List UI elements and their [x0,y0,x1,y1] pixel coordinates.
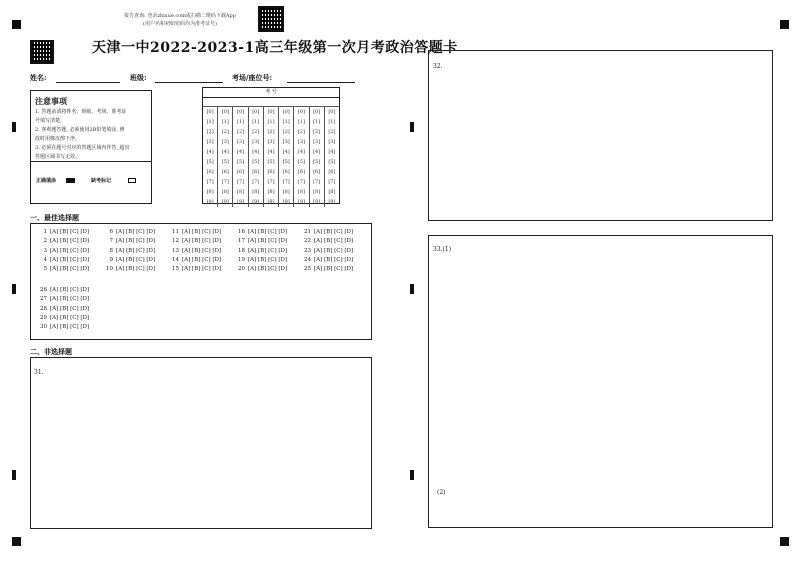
timing-mark [410,470,414,480]
mc-question-number: 13 [172,247,179,254]
q33-part1-label: 33.(1) [433,246,452,253]
mc-question-number: 2 [43,238,47,245]
notice-list [35,108,149,162]
exam-digit-bubble[interactable]: [1] [324,117,339,127]
answer-box-q31[interactable] [30,357,372,529]
exam-digit-bubble[interactable]: [4] [233,147,248,157]
mc-question-14[interactable] [171,257,221,263]
mc-question-9[interactable] [105,257,155,263]
exam-digit-row [203,177,339,187]
mc-question-21[interactable] [303,229,353,235]
mc-question-24[interactable] [303,257,353,263]
mc-question-number: 23 [304,247,311,254]
exam-digit-bubble[interactable]: [6] [218,167,233,177]
exam-digit-bubble[interactable]: [1] [309,117,324,127]
exam-digit-bubble[interactable]: [3] [309,137,324,147]
mc-question-8[interactable] [105,248,155,254]
mc-options[interactable]: [A] [B] [C] [D] [314,247,354,254]
exam-digit-bubble[interactable]: [3] [294,137,309,147]
mc-question-7[interactable] [105,238,155,244]
exam-digit-bubble[interactable]: [0] [218,107,233,117]
mc-question-number: 26 [40,287,47,293]
exam-digit-bubble[interactable]: [0] [206,109,214,115]
exam-digit-bubble[interactable]: [3] [233,137,248,147]
exam-digit-bubble[interactable]: [0] [324,107,339,117]
exam-number-header: 考 号 [203,88,339,98]
mc-options[interactable]: [A] [B] [C] [D] [182,229,222,235]
notice-item: 改时用橡皮擦干净。 [35,136,81,142]
class-label: 班级: [130,73,147,82]
exam-digit-row [203,187,339,197]
exam-digit-bubble[interactable]: [6] [324,167,339,177]
exam-digit-bubble[interactable]: [4] [218,147,233,157]
exam-digit-bubble[interactable]: [5] [324,157,339,167]
exam-digit-bubble[interactable]: [3] [248,137,263,147]
mc-options[interactable]: [A] [B] [C] [D] [116,238,156,245]
exam-digit-bubble[interactable]: [7] [218,177,233,187]
timing-mark [12,122,16,132]
exam-digit-bubble[interactable]: [9] [233,197,248,207]
mc-question-13[interactable] [171,248,221,254]
mc-question-number: 19 [238,256,245,263]
corner-mark-top-left [12,20,21,29]
mc-options[interactable]: [A] [B] [C] [D] [248,256,288,263]
exam-digit-bubble[interactable]: [7] [263,177,278,187]
exam-number-bubbles [203,107,339,207]
mc-question-10[interactable] [105,266,155,272]
mc-question-6[interactable] [105,229,155,235]
exam-digit-row [203,137,339,147]
mc-options[interactable]: [A] [B] [C] [D] [116,266,156,273]
exam-digit-bubble[interactable]: [0] [263,107,278,117]
section2-title: 二、非选择题 [30,347,72,356]
exam-digit-bubble[interactable]: [1] [218,117,233,127]
exam-digit-bubble[interactable]: [8] [294,187,309,197]
mc-question-11[interactable] [171,229,221,235]
header-note [110,12,250,28]
exam-digit-bubble[interactable]: [7] [206,179,214,185]
exam-digit-bubble[interactable]: [0] [233,107,248,117]
timing-mark [12,284,16,294]
exam-digit-bubble[interactable]: [8] [206,189,214,195]
mc-options[interactable]: [A] [B] [C] [D] [50,247,90,254]
mc-question-18[interactable] [237,248,287,254]
mc-question-15[interactable] [171,266,221,272]
exam-digit-bubble[interactable]: [8] [263,187,278,197]
mc-question-19[interactable] [237,257,287,263]
exam-digit-bubble[interactable]: [8] [248,187,263,197]
q33-part2-label: (2) [437,489,446,496]
mc-question-2[interactable] [39,238,89,244]
mc-question-20[interactable] [237,266,287,272]
exam-digit-row [203,197,339,207]
exam-digit-bubble[interactable]: [8] [309,187,324,197]
exam-digit-bubble[interactable]: [6] [263,167,278,177]
notice-divider [31,161,151,162]
timing-mark [410,122,414,132]
exam-digit-bubble[interactable]: [5] [248,157,263,167]
exam-number-grid [202,87,340,204]
exam-digit-bubble[interactable]: [0] [279,107,294,117]
notice-item: 答题区域书写无效。 [35,154,81,160]
exam-digit-bubble[interactable]: [9] [263,197,278,207]
exam-digit-bubble[interactable]: [8] [218,187,233,197]
notice-title: 注意事项 [35,96,67,106]
answer-box-q32[interactable] [428,50,773,221]
mc-question-number: 20 [238,266,245,273]
exam-digit-row [203,157,339,167]
mc-question-number: 17 [238,238,245,245]
exam-digit-bubble[interactable]: [5] [233,157,248,167]
header-note-line1: 报告查询: 登录zhixue.com或扫描二维码下载App [124,13,236,19]
notice-item: 2. 客观题答题, 必须使用2B铅笔填涂, 修 [35,127,125,133]
mc-options[interactable]: [A] [B] [C] [D] [50,314,90,321]
exam-digit-bubble[interactable]: [3] [218,137,233,147]
mc-options[interactable]: [A] [B] [C] [D] [50,229,90,235]
page-title: 天津一中2022-2023-1高三年级第一次月考政治答题卡 [92,40,458,56]
exam-digit-bubble[interactable]: [6] [294,167,309,177]
notice-item: 1. 答题前请将姓名、班级、考场、准考证 [35,109,127,115]
mc-question-28[interactable] [39,306,89,312]
mc-question-number: 27 [40,296,47,303]
exam-digit-bubble[interactable]: [9] [248,197,263,207]
mc-question-number: 9 [109,256,113,263]
mc-options[interactable]: [A] [B] [C] [D] [116,256,156,263]
mc-question-number: 8 [109,247,113,254]
multiple-choice-box [30,223,372,340]
exam-digit-bubble[interactable]: [2] [248,127,263,137]
mc-question-30[interactable] [39,324,89,330]
mc-options[interactable]: [A] [B] [C] [D] [182,256,222,263]
timing-mark [410,284,414,294]
exam-digit-bubble[interactable]: [3] [263,137,278,147]
exam-digit-bubble[interactable]: [6] [279,167,294,177]
mc-question-1[interactable] [39,229,89,235]
mc-question-number: 11 [172,229,179,235]
exam-digit-bubble[interactable]: [3] [206,139,214,145]
mc-options[interactable]: [A] [B] [C] [D] [50,296,90,303]
mc-question-number: 10 [106,266,113,273]
exam-digit-bubble[interactable]: [2] [233,127,248,137]
mc-question-29[interactable] [39,315,89,321]
mc-question-number: 6 [109,229,113,235]
mc-question-23[interactable] [303,248,353,254]
exam-digit-bubble[interactable]: [5] [263,157,278,167]
exam-digit-bubble[interactable]: [9] [206,199,214,205]
exam-digit-bubble[interactable]: [0] [309,107,324,117]
exam-digit-bubble[interactable]: [0] [248,107,263,117]
exam-digit-bubble[interactable]: [2] [309,127,324,137]
correct-fill-label: 正确填涂 [36,178,57,184]
exam-digit-bubble[interactable]: [8] [279,187,294,197]
mc-question-number: 30 [40,324,47,331]
mc-options[interactable]: [A] [B] [C] [D] [248,229,288,235]
mc-question-number: 21 [304,229,311,235]
notice-item: 号填写清楚。 [35,118,66,124]
mc-options[interactable]: [A] [B] [C] [D] [248,238,288,245]
mc-question-number: 16 [238,229,245,235]
section1-title: 一、最佳选择题 [30,213,79,222]
notice-box [30,90,152,204]
exam-digit-bubble[interactable]: [6] [206,169,214,175]
exam-digit-bubble[interactable]: [6] [248,167,263,177]
exam-digit-bubble[interactable]: [9] [279,197,294,207]
mc-question-number: 29 [40,314,47,321]
mc-question-number: 28 [40,305,47,312]
mc-options[interactable]: [A] [B] [C] [D] [314,238,354,245]
mc-options[interactable]: [A] [B] [C] [D] [182,238,222,245]
exam-digit-bubble[interactable]: [7] [279,177,294,187]
exam-digit-bubble[interactable]: [7] [233,177,248,187]
exam-digit-bubble[interactable]: [8] [324,187,339,197]
mc-question-number: 5 [43,266,47,273]
mc-question-17[interactable] [237,238,287,244]
mc-question-3[interactable] [39,248,89,254]
exam-digit-bubble[interactable]: [7] [309,177,324,187]
notice-item: 3. 必须在题号对应的答题区域内作答, 超出 [35,145,130,151]
mc-question-number: 18 [238,247,245,254]
mc-question-number: 14 [172,256,179,263]
exam-digit-bubble[interactable]: [0] [294,107,309,117]
exam-digit-row [203,167,339,177]
corner-mark-top-right [780,20,789,29]
exam-digit-bubble[interactable]: [7] [324,177,339,187]
exam-digit-bubble[interactable]: [1] [294,117,309,127]
exam-digit-bubble[interactable]: [4] [294,147,309,157]
exam-digit-bubble[interactable]: [5] [206,159,214,165]
mc-options[interactable]: [A] [B] [C] [D] [50,238,90,245]
mc-options[interactable]: [A] [B] [C] [D] [248,266,288,273]
mc-question-number: 12 [172,238,179,245]
exam-digit-bubble[interactable]: [9] [309,197,324,207]
exam-digit-bubble[interactable]: [2] [294,127,309,137]
q31-label: 31. [34,369,44,376]
mc-question-number: 4 [43,256,47,263]
mc-question-5[interactable] [39,266,89,272]
exam-digit-bubble[interactable]: [4] [309,147,324,157]
name-field[interactable] [56,82,120,83]
absent-mark-label: 缺考标记 [91,178,112,184]
mc-question-number: 7 [109,238,113,245]
exam-digit-bubble[interactable]: [6] [309,167,324,177]
exam-digit-bubble[interactable]: [5] [279,157,294,167]
timing-mark [12,470,16,480]
correct-fill-sample [66,178,75,183]
exam-number-input-row[interactable] [203,97,339,107]
name-label: 姓名: [30,73,47,82]
mc-options[interactable]: [A] [B] [C] [D] [182,266,222,273]
mc-question-26[interactable] [39,287,89,293]
exam-digit-bubble[interactable]: [5] [294,157,309,167]
mc-options[interactable]: [A] [B] [C] [D] [314,256,354,263]
room-label: 考场/座位号: [232,73,273,82]
mc-question-number: 24 [304,256,311,263]
mc-question-22[interactable] [303,238,353,244]
exam-digit-bubble[interactable]: [7] [248,177,263,187]
exam-digit-bubble[interactable]: [4] [206,149,214,155]
exam-digit-bubble[interactable]: [2] [206,129,214,135]
mc-question-25[interactable] [303,266,353,272]
qr-code-icon [30,40,54,64]
mc-options[interactable]: [A] [B] [C] [D] [116,229,156,235]
exam-digit-bubble[interactable]: [2] [324,127,339,137]
exam-digit-row [203,107,339,117]
mc-options[interactable]: [A] [B] [C] [D] [50,287,90,293]
exam-digit-bubble[interactable]: [2] [263,127,278,137]
exam-digit-row [203,147,339,157]
exam-digit-bubble[interactable]: [4] [248,147,263,157]
exam-digit-row [203,127,339,137]
mc-options[interactable]: [A] [B] [C] [D] [314,266,354,273]
exam-digit-bubble[interactable]: [1] [279,117,294,127]
corner-mark-bottom-right [780,537,789,546]
exam-digit-bubble[interactable]: [6] [233,167,248,177]
exam-digit-bubble[interactable]: [1] [263,117,278,127]
room-field[interactable] [287,82,355,83]
exam-digit-bubble[interactable]: [8] [233,187,248,197]
mc-options[interactable]: [A] [B] [C] [D] [248,247,288,254]
exam-digit-bubble[interactable]: [3] [279,137,294,147]
exam-digit-bubble[interactable]: [4] [263,147,278,157]
mc-options[interactable]: [A] [B] [C] [D] [314,229,354,235]
exam-digit-bubble[interactable]: [5] [309,157,324,167]
exam-digit-bubble[interactable]: [1] [248,117,263,127]
exam-digit-bubble[interactable]: [2] [218,127,233,137]
exam-digit-bubble[interactable]: [4] [324,147,339,157]
exam-digit-bubble[interactable]: [2] [279,127,294,137]
exam-digit-bubble[interactable]: [9] [294,197,309,207]
mc-question-number: 3 [43,247,47,254]
corner-mark-bottom-left [12,537,21,546]
exam-digit-bubble[interactable]: [4] [279,147,294,157]
mc-options[interactable]: [A] [B] [C] [D] [50,256,90,263]
exam-digit-bubble[interactable]: [1] [233,117,248,127]
class-field[interactable] [155,82,223,83]
exam-digit-bubble[interactable]: [3] [324,137,339,147]
mc-question-4[interactable] [39,257,89,263]
answer-box-q33[interactable] [428,235,773,528]
mc-question-16[interactable] [237,229,287,235]
mc-question-12[interactable] [171,238,221,244]
header-note-line2: (用户名和初始密码均为准考证号) [143,21,217,27]
exam-digit-bubble[interactable]: [9] [324,197,339,207]
exam-digit-bubble[interactable]: [5] [218,157,233,167]
mc-options[interactable]: [A] [B] [C] [D] [50,266,90,273]
mc-question-number: 1 [43,229,47,235]
mc-options[interactable]: [A] [B] [C] [D] [50,305,90,312]
mc-question-number: 25 [304,266,311,273]
q32-label: 32. [433,63,443,70]
exam-digit-bubble[interactable]: [1] [206,119,214,125]
mc-options[interactable]: [A] [B] [C] [D] [50,324,90,331]
absent-mark-checkbox[interactable] [128,178,136,183]
mc-options[interactable]: [A] [B] [C] [D] [116,247,156,254]
mc-options[interactable]: [A] [B] [C] [D] [182,247,222,254]
mc-question-number: 22 [304,238,311,245]
qr-code-icon [258,6,284,32]
mc-question-27[interactable] [39,296,89,302]
exam-digit-bubble[interactable]: [7] [294,177,309,187]
exam-digit-bubble[interactable]: [9] [218,197,233,207]
exam-digit-row [203,117,339,127]
mc-question-number: 15 [172,266,179,273]
